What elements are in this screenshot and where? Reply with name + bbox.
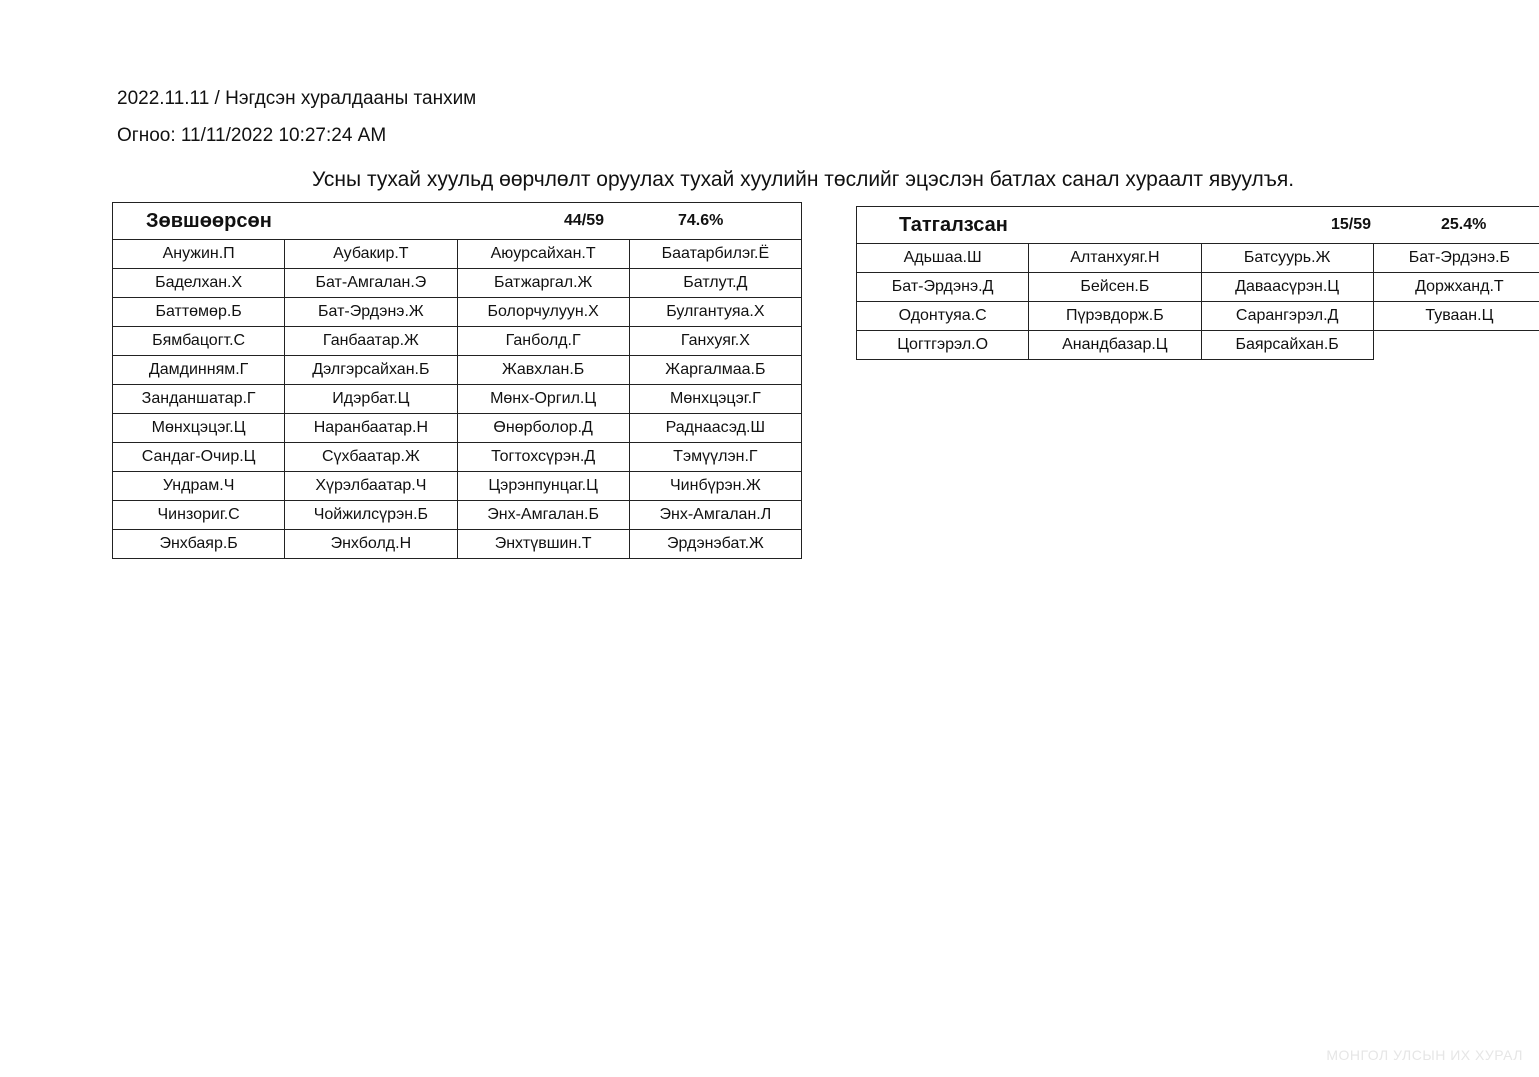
rejected-member-cell: Одонтуяа.С [857, 302, 1029, 331]
approved-member-cell: Чинзориг.С [113, 501, 285, 530]
approved-row [113, 298, 802, 327]
approved-table [112, 202, 802, 559]
rejected-rows [857, 244, 1539, 360]
vote-subject: Усны тухай хуульд өөрчлөлт оруулах тухай хуулийн төслийг эцэслэн батлах санал хураалт явуулъя. [312, 168, 1295, 191]
rejected-member-cell: Адьшаа.Ш [857, 244, 1029, 273]
approved-member-cell: Ганбаатар.Ж [285, 327, 457, 356]
approved-percent: 74.6% [678, 212, 724, 229]
rejected-table [856, 206, 1539, 360]
approved-row [113, 356, 802, 385]
rejected-member-cell: Доржханд.Т [1373, 273, 1539, 302]
rejected-member-cell: Бат-Эрдэнэ.Д [857, 273, 1029, 302]
approved-member-cell: Мөнх-Оргил.Ц [457, 385, 629, 414]
approved-member-cell: Батжаргал.Ж [457, 269, 629, 298]
rejected-header-row [857, 207, 1539, 244]
approved-member-cell: Тогтохсүрэн.Д [457, 443, 629, 472]
rejected-member-cell: Сарангэрэл.Д [1201, 302, 1373, 331]
rejected-member-cell: Цогтгэрэл.О [857, 331, 1029, 360]
approved-member-cell: Чойжилсүрэн.Б [285, 501, 457, 530]
approved-member-cell: Бямбацогт.С [113, 327, 285, 356]
approved-row [113, 501, 802, 530]
approved-row [113, 327, 802, 356]
approved-member-cell: Мөнхцэцэг.Ц [113, 414, 285, 443]
approved-member-cell: Бат-Эрдэнэ.Ж [285, 298, 457, 327]
approved-member-cell: Сандаг-Очир.Ц [113, 443, 285, 472]
approved-member-cell: Болорчулуун.Х [457, 298, 629, 327]
rejected-member-cell: Бат-Эрдэнэ.Б [1373, 244, 1539, 273]
session-line: 2022.11.11 / Нэгдсэн хуралдааны танхим [117, 88, 477, 109]
approved-member-cell: Дэлгэрсайхан.Б [285, 356, 457, 385]
rejected-member-cell [1373, 331, 1539, 360]
rejected-title: Татгалзсан [899, 214, 1008, 236]
approved-member-cell: Цэрэнпунцаг.Ц [457, 472, 629, 501]
rejected-member-cell: Пүрэвдорж.Б [1029, 302, 1201, 331]
approved-member-cell: Занданшатар.Г [113, 385, 285, 414]
approved-title: Зөвшөөрсөн [146, 210, 272, 232]
approved-row [113, 414, 802, 443]
approved-member-cell: Эрдэнэбат.Ж [629, 530, 801, 559]
rejected-row [857, 302, 1539, 331]
approved-row [113, 443, 802, 472]
rejected-member-cell: Батсуурь.Ж [1201, 244, 1373, 273]
approved-member-cell: Ундрам.Ч [113, 472, 285, 501]
approved-row [113, 530, 802, 559]
approved-member-cell: Аюурсайхан.Т [457, 240, 629, 269]
watermark: МОНГОЛ УЛСЫН ИХ ХУРАЛ [1326, 1047, 1523, 1063]
approved-header [113, 203, 802, 240]
approved-row [113, 269, 802, 298]
date-line: Огноо: 11/11/2022 10:27:24 AM [117, 125, 387, 146]
approved-member-cell: Энхбаяр.Б [113, 530, 285, 559]
approved-member-cell: Жавхлан.Б [457, 356, 629, 385]
approved-member-cell: Ганхуяг.Х [629, 327, 801, 356]
rejected-row [857, 244, 1539, 273]
rejected-member-cell: Даваасүрэн.Ц [1201, 273, 1373, 302]
rejected-member-cell: Анандбазар.Ц [1029, 331, 1201, 360]
approved-member-cell: Тэмүүлэн.Г [629, 443, 801, 472]
approved-member-cell: Баделхан.Х [113, 269, 285, 298]
approved-member-cell: Аубакир.Т [285, 240, 457, 269]
approved-member-cell: Дамдинням.Г [113, 356, 285, 385]
rejected-row [857, 273, 1539, 302]
approved-member-cell: Бат-Амгалан.Э [285, 269, 457, 298]
rejected-member-cell: Алтанхуяг.Н [1029, 244, 1201, 273]
approved-member-cell: Жаргалмаа.Б [629, 356, 801, 385]
approved-member-cell: Идэрбат.Ц [285, 385, 457, 414]
approved-header-row [113, 203, 802, 240]
approved-member-cell: Батлут.Д [629, 269, 801, 298]
approved-count: 44/59 [564, 212, 605, 229]
rejected-row [857, 331, 1539, 360]
rejected-percent: 25.4% [1441, 216, 1487, 233]
approved-member-cell: Мөнхцэцэг.Г [629, 385, 801, 414]
approved-rows [113, 240, 802, 559]
approved-member-cell: Энх-Амгалан.Л [629, 501, 801, 530]
approved-member-cell: Сүхбаатар.Ж [285, 443, 457, 472]
approved-row [113, 240, 802, 269]
approved-member-cell: Өнөрболор.Д [457, 414, 629, 443]
rejected-member-cell: Баярсайхан.Б [1201, 331, 1373, 360]
approved-member-cell: Энхтүвшин.Т [457, 530, 629, 559]
rejected-member-cell: Бейсен.Б [1029, 273, 1201, 302]
approved-member-cell: Энхболд.Н [285, 530, 457, 559]
approved-member-cell: Баттөмөр.Б [113, 298, 285, 327]
approved-member-cell: Чинбүрэн.Ж [629, 472, 801, 501]
approved-member-cell: Наранбаатар.Н [285, 414, 457, 443]
rejected-header [857, 207, 1539, 244]
rejected-count: 15/59 [1331, 216, 1372, 233]
approved-member-cell: Булгантуяа.Х [629, 298, 801, 327]
approved-member-cell: Хүрэлбаатар.Ч [285, 472, 457, 501]
approved-row [113, 385, 802, 414]
approved-member-cell: Ганболд.Г [457, 327, 629, 356]
approved-row [113, 472, 802, 501]
approved-member-cell: Баатарбилэг.Ё [629, 240, 801, 269]
approved-member-cell: Энх-Амгалан.Б [457, 501, 629, 530]
approved-member-cell: Раднаасэд.Ш [629, 414, 801, 443]
rejected-member-cell: Туваан.Ц [1373, 302, 1539, 331]
approved-member-cell: Анужин.П [113, 240, 285, 269]
